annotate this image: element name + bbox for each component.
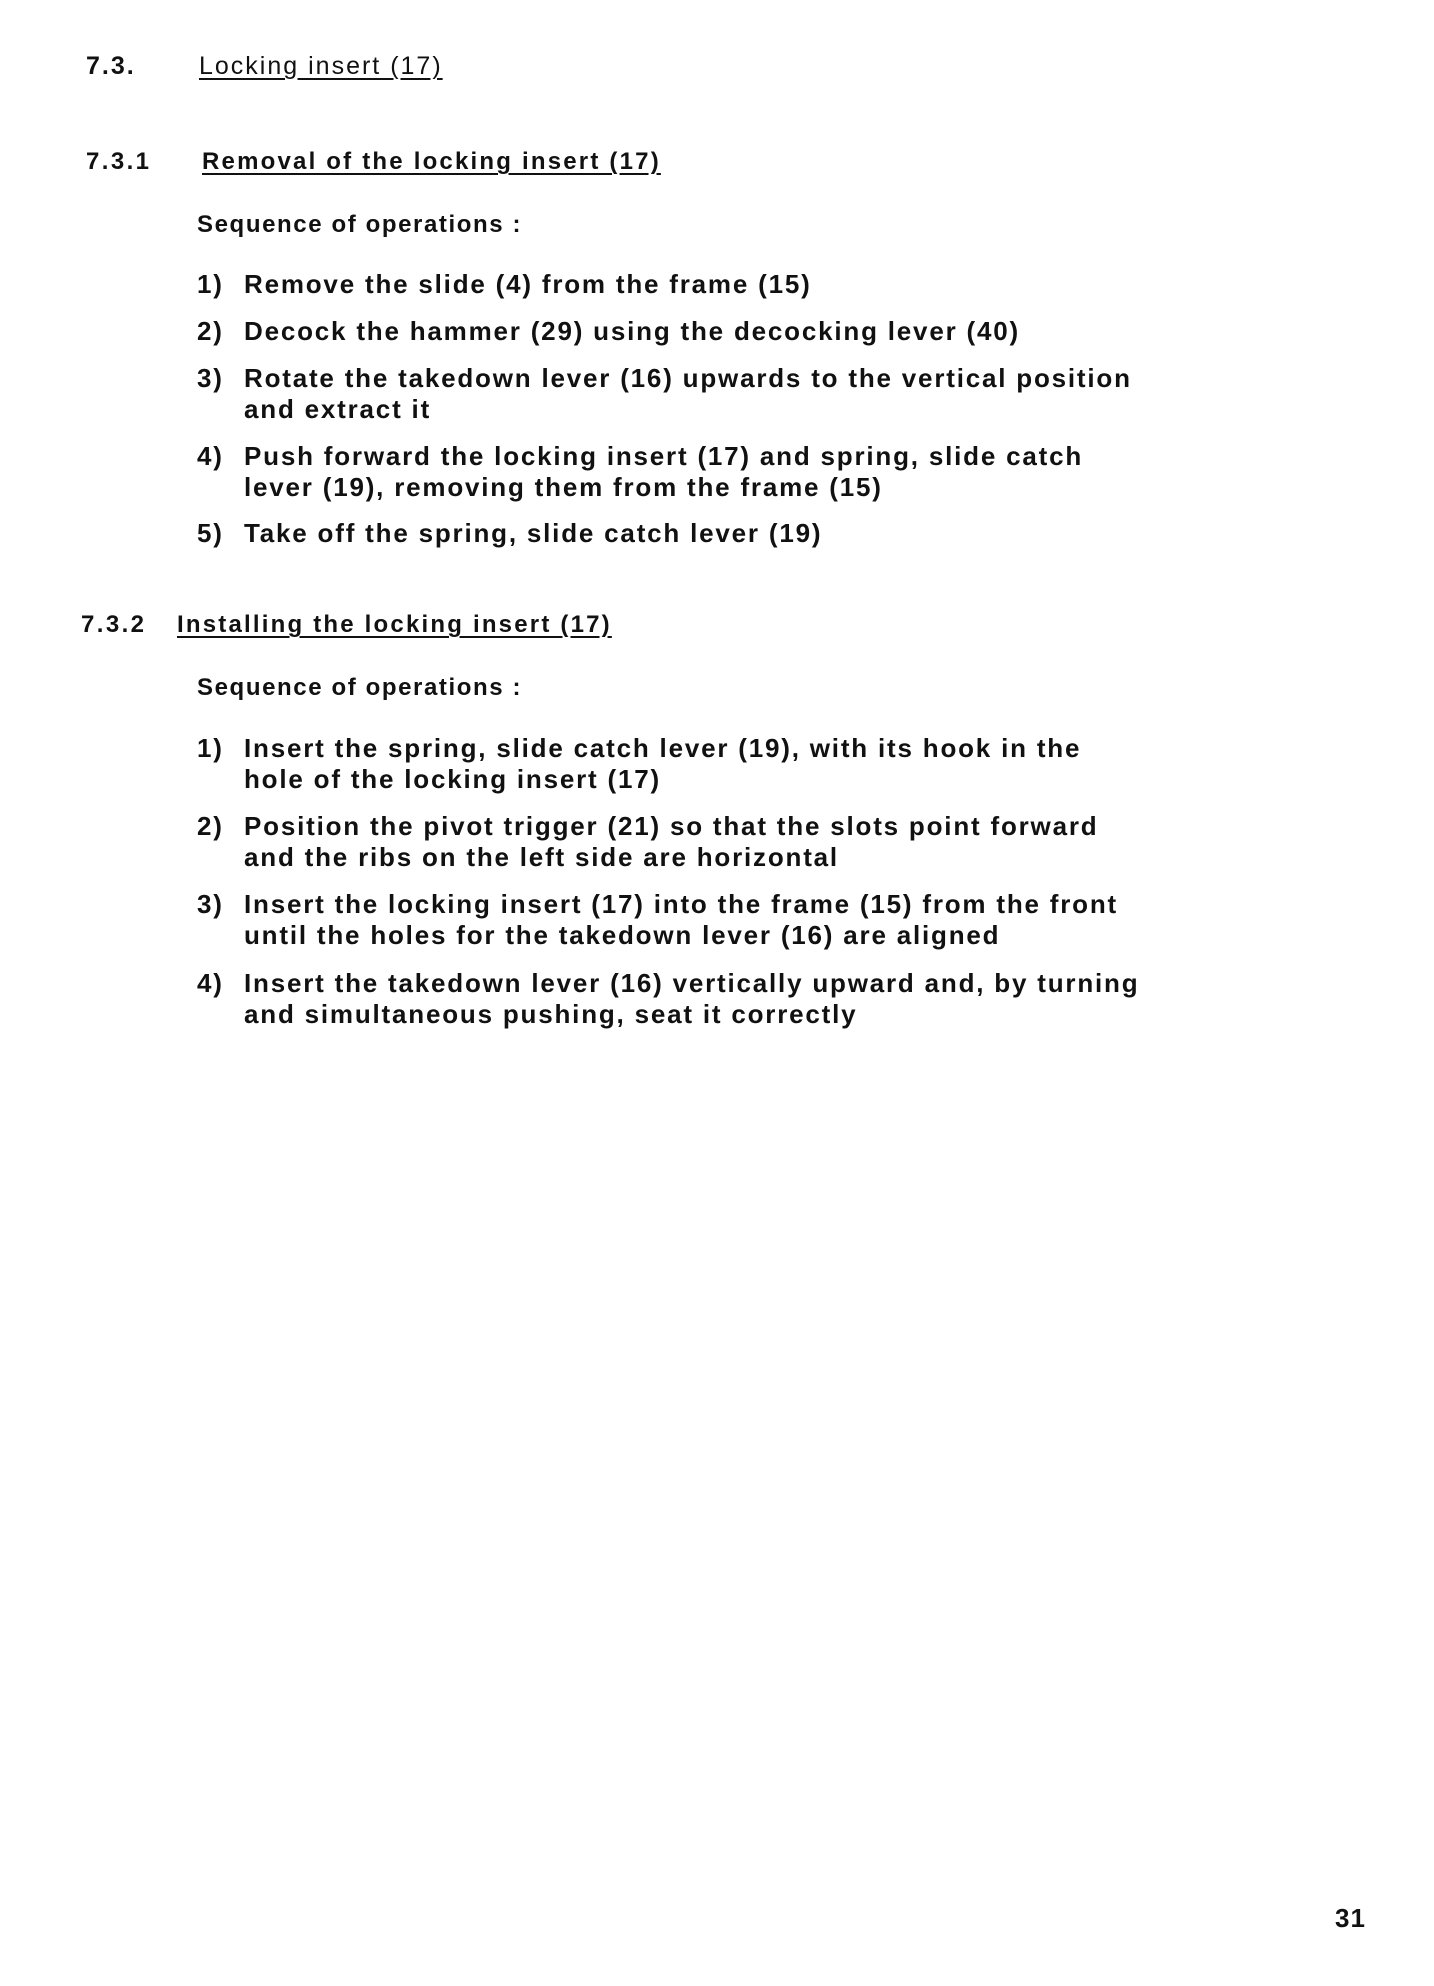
step-number: 4): [197, 441, 224, 471]
removal-number: 7.3.1: [86, 148, 152, 175]
step-number: 1): [197, 269, 224, 299]
step-text: Push forward the locking insert (17) and spring, slide catch: [244, 441, 1084, 471]
step-text-continued: and extract it: [244, 394, 432, 424]
installing-number: 7.3.2: [81, 611, 147, 638]
step-text: Remove the slide (4) from the frame (15): [244, 269, 812, 299]
step-text: Insert the locking insert (17) into the frame (15) from the front: [244, 889, 1118, 919]
installing-sequence-label: Sequence of operations :: [197, 674, 523, 701]
step-number: 1): [197, 733, 224, 763]
installing-title: Installing the locking insert (17): [177, 611, 612, 638]
step-number: 3): [197, 363, 224, 393]
step-text-continued: until the holes for the takedown lever (16) are aligned: [244, 920, 1001, 950]
step-text-continued: and simultaneous pushing, seat it correctly: [244, 999, 858, 1029]
step-number: 3): [197, 889, 224, 919]
step-text-continued: and the ribs on the left side are horizontal: [244, 842, 839, 872]
step-text: Decock the hammer (29) using the decocking lever (40): [244, 316, 1020, 346]
step-text: Insert the spring, slide catch lever (19), with its hook in the: [244, 733, 1082, 763]
step-number: 4): [197, 968, 224, 998]
step-text-continued: lever (19), removing them from the frame (15): [244, 472, 883, 502]
section-number: 7.3.: [86, 52, 136, 80]
step-text: Rotate the takedown lever (16) upwards to the vertical position: [244, 363, 1132, 393]
removal-title: Removal of the locking insert (17): [202, 148, 661, 175]
step-text: Take off the spring, slide catch lever (19): [244, 518, 823, 548]
step-text: Insert the takedown lever (16) vertically upward and, by turning: [244, 968, 1140, 998]
removal-sequence-label: Sequence of operations :: [197, 211, 523, 238]
step-number: 2): [197, 811, 224, 841]
page-number: 31: [1335, 1903, 1366, 1933]
step-text: Position the pivot trigger (21) so that the slots point forward: [244, 811, 1099, 841]
section-title: Locking insert (17): [199, 52, 443, 80]
step-number: 2): [197, 316, 224, 346]
step-text-continued: hole of the locking insert (17): [244, 764, 661, 794]
step-number: 5): [197, 518, 224, 548]
